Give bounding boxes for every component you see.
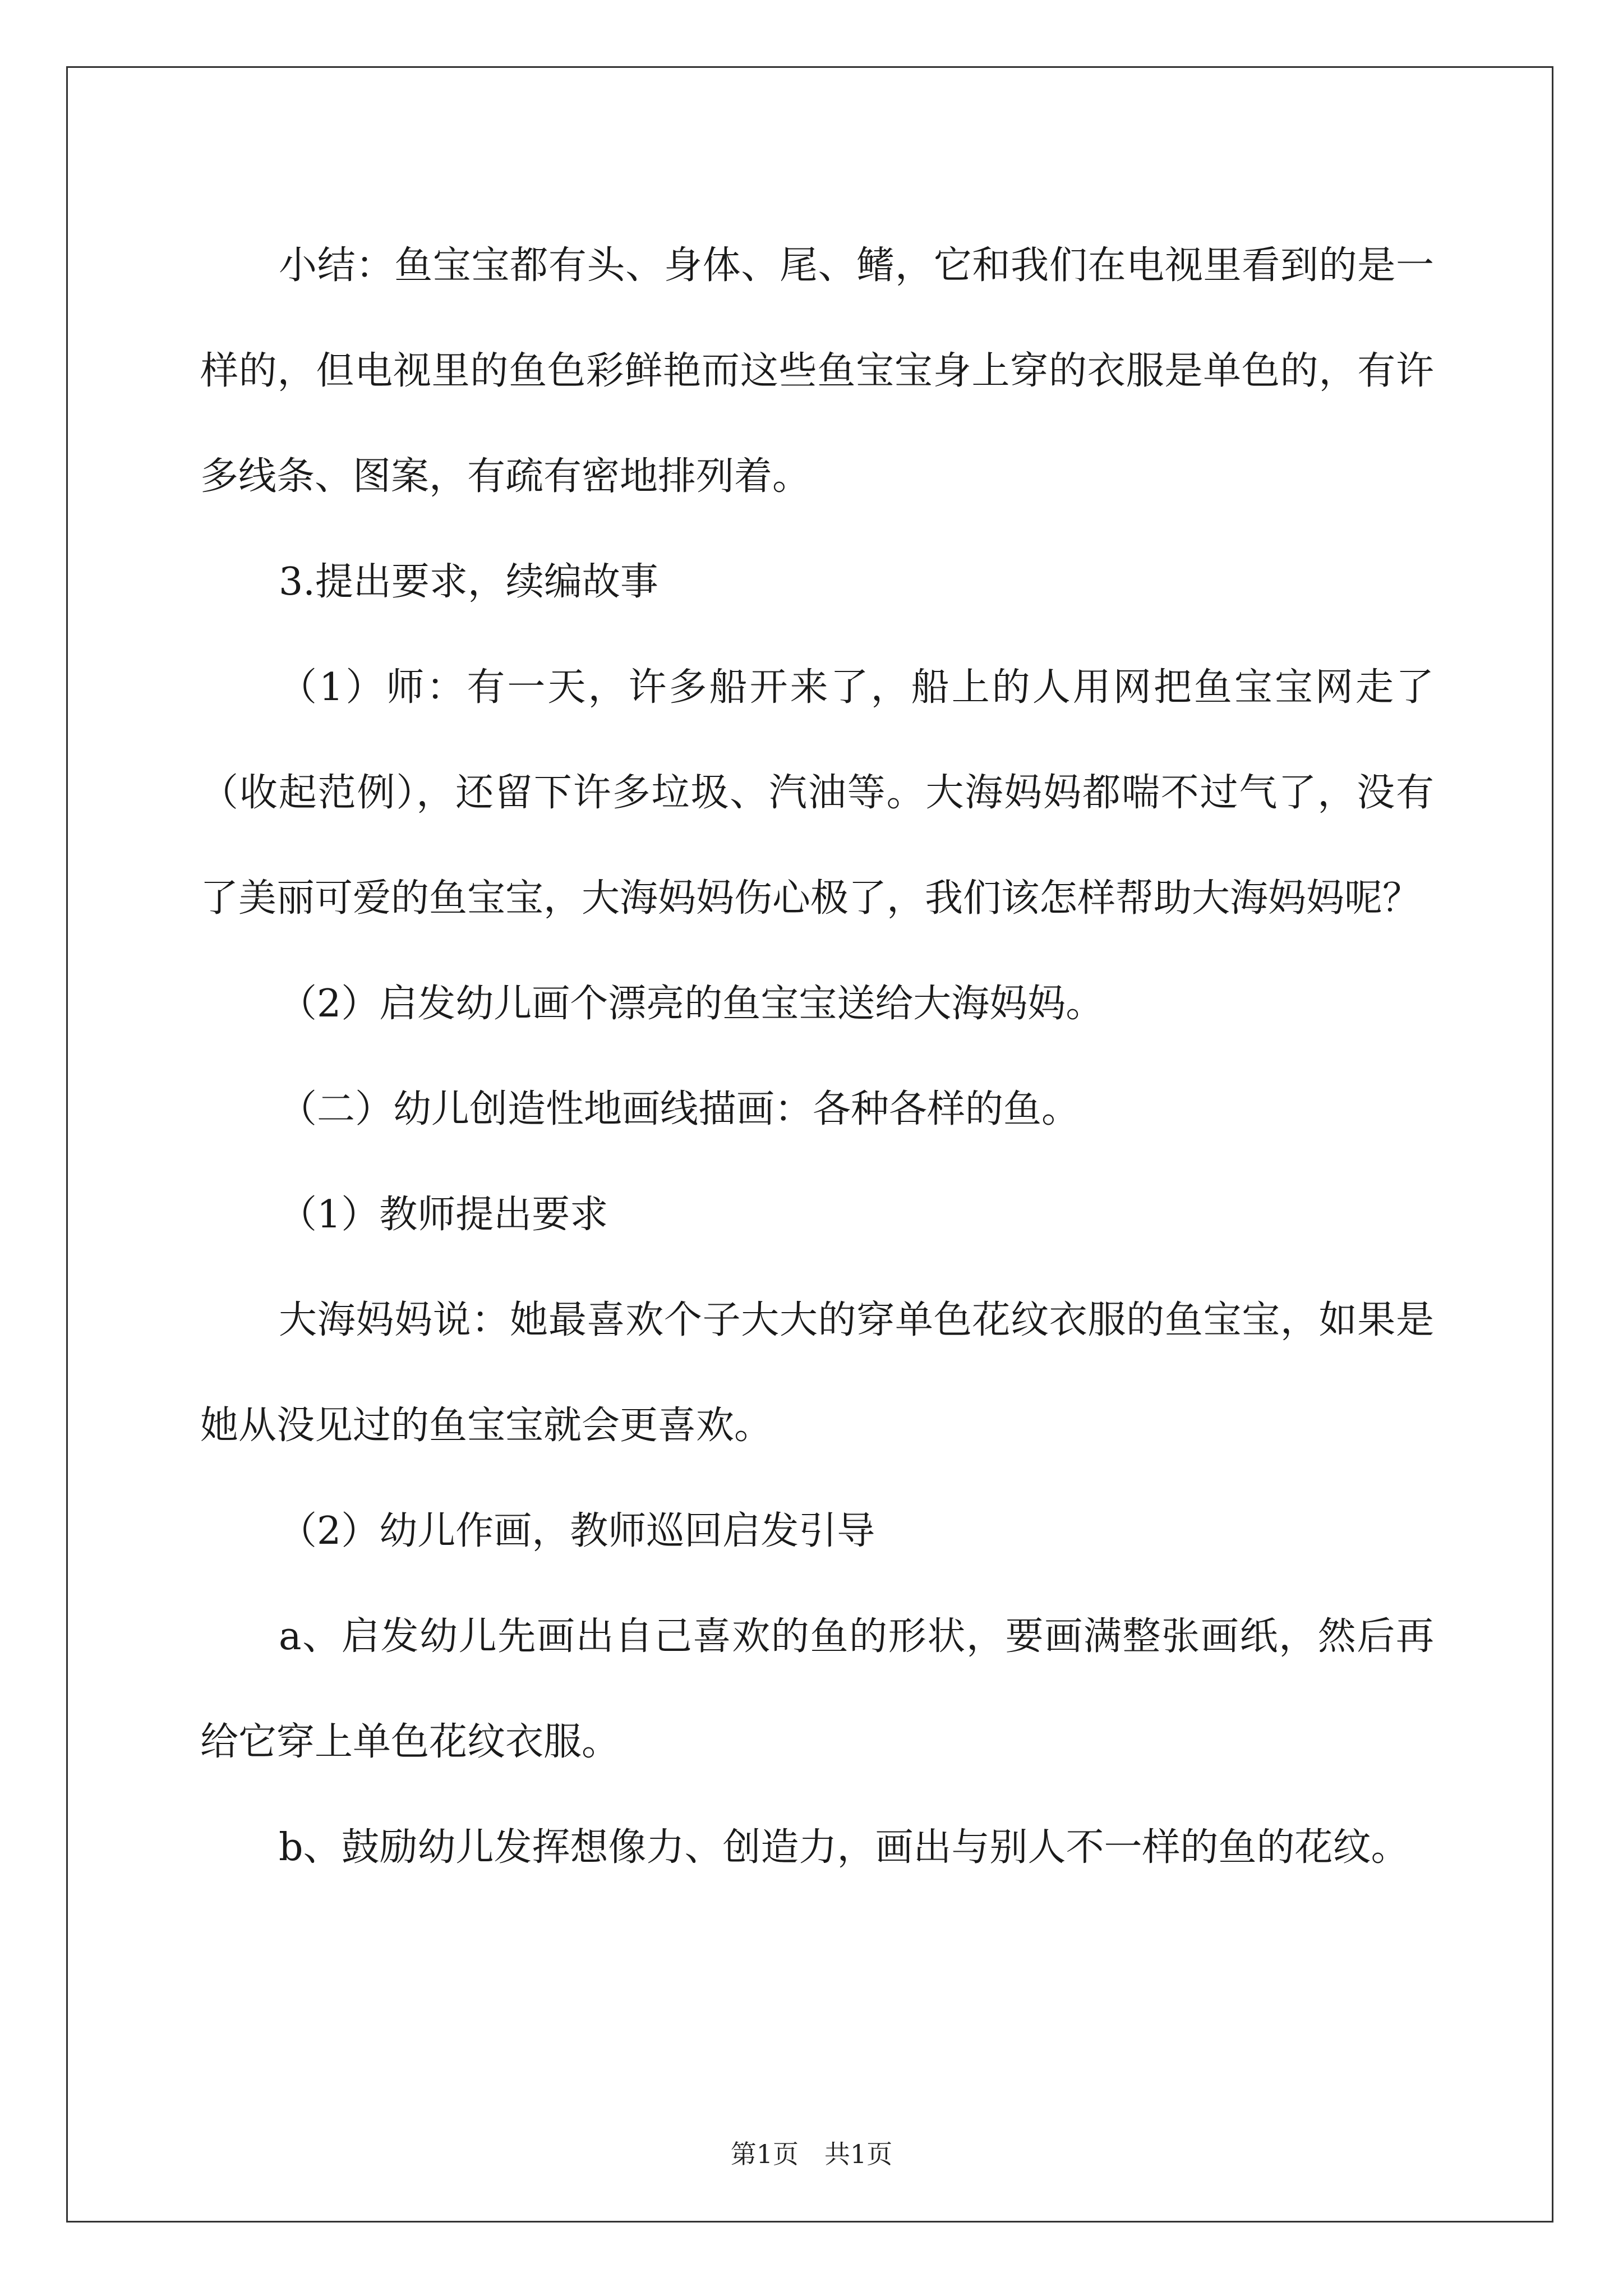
page-footer: 第1页 共1页 (730, 2139, 893, 2169)
paragraph-step-3-1: （1）师：有一天，许多船开来了，船上的人用网把鱼宝宝网走了（收起范例），还留下许多垃圾、汽油等。大海妈妈都喘不过气了，没有了美丽可爱的鱼宝宝，大海妈妈伤心极了，我们该怎样帮助大海妈妈呢？ (200, 665, 1434, 921)
paragraph-guide-b: b、鼓励幼儿发挥想像力、创造力，画出与别人不一样的鱼的花纹。 (279, 1825, 1409, 1870)
paragraph-step-3: 3.提出要求，续编故事 (279, 560, 658, 604)
paragraph-step-3-2: （2）启发幼儿画个漂亮的鱼宝宝送给大海妈妈。 (279, 982, 1104, 1026)
document-body (200, 213, 1434, 1901)
paragraph-part-2: （二）幼儿创造性地画线描画：各种各样的鱼。 (279, 1087, 1080, 1131)
paragraph-guide-a: a、启发幼儿先画出自己喜欢的鱼的形状，要画满整张画纸，然后再给它穿上单色花纹衣服。 (200, 1614, 1434, 1764)
paragraph-part-2-1: （1）教师提出要求 (279, 1193, 608, 1237)
paragraph-summary: 小结：鱼宝宝都有头、身体、尾、鳍，它和我们在电视里看到的是一样的，但电视里的鱼色彩鲜艳而这些鱼宝宝身上穿的衣服是单色的，有许多线条、图案，有疏有密地排列着。 (200, 243, 1434, 499)
paragraph-part-2-2: （2）幼儿作画，教师巡回启发引导 (279, 1509, 875, 1553)
paragraph-mother-says: 大海妈妈说：她最喜欢个子大大的穿单色花纹衣服的鱼宝宝，如果是她从没见过的鱼宝宝就会更喜欢。 (200, 1298, 1434, 1448)
